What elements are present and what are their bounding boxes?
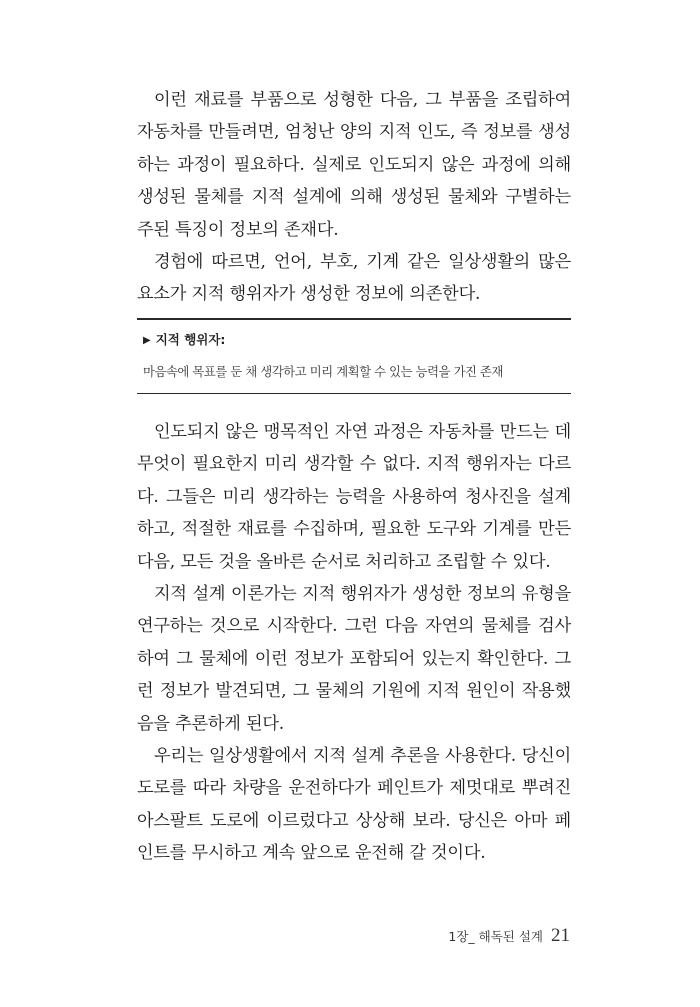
running-footer-chapter: 1장_ 해독된 설계 xyxy=(448,929,543,944)
callout-definition: 마음속에 목표를 둔 채 생각하고 미리 계획할 수 있는 능력을 가진 존재 xyxy=(143,364,504,379)
page-footer xyxy=(448,925,570,947)
callout-term: 지적 행위자: xyxy=(155,331,226,347)
triangle-bullet-icon: ▶ xyxy=(143,334,151,346)
page-number: 21 xyxy=(551,925,570,946)
callout-heading xyxy=(143,331,571,351)
paragraph: 인도되지 않은 맹목적인 자연 과정은 자동차를 만드는 데 무엇이 필요한지 미리 생각할 수 없다. 지적 행위자는 다르다. 그들은 미리 생각하는 능력을 사용하여 청사진을 설계하고, 적절한 재료를 수집하며, 필요한 도구와 기계를 만든 다음, 모든 것을 올바른 순서로 처리하고 조립할 수 있다. xyxy=(137,422,571,572)
paragraph: 경험에 따르면, 언어, 부호, 기계 같은 일상생활의 많은 요소가 지적 행위자가 생성한 정보에 의존한다. xyxy=(137,252,571,305)
definition-callout xyxy=(137,318,571,394)
text-block-bottom xyxy=(137,416,571,870)
paragraph: 이런 재료를 부품으로 성형한 다음, 그 부품을 조립하여 자동차를 만들려면, 엄청난 양의 지적 인도, 즉 정보를 생성하는 과정이 필요하다. 실제로 인도되지 않은 과정에 의해 생성된 물체를 지적 설계에 의해 생성된 물체와 구별하는 주된 특징이 정보의 존재다. xyxy=(137,90,571,240)
divider xyxy=(137,393,571,395)
paragraph: 지적 설계 이론가는 지적 행위자가 생성한 정보의 유형을 연구하는 것으로 시작한다. 그런 다음 자연의 물체를 검사하여 그 물체에 이런 정보가 포함되어 있는지 확인한다. 그런 정보가 발견되면, 그 물체의 기원에 지적 원인이 작용했음을 추론하게 된다. xyxy=(137,584,571,734)
divider xyxy=(137,318,571,320)
paragraph: 우리는 일상생활에서 지적 설계 추론을 사용한다. 당신이 도로를 따라 차량을 운전하다가 페인트가 제멋대로 뿌려진 아스팔트 도로에 이르렀다고 상상해 보라. 당신은 아마 페인트를 무시하고 계속 앞으로 운전해 갈 것이다. xyxy=(137,746,571,864)
text-block-top xyxy=(137,84,571,311)
